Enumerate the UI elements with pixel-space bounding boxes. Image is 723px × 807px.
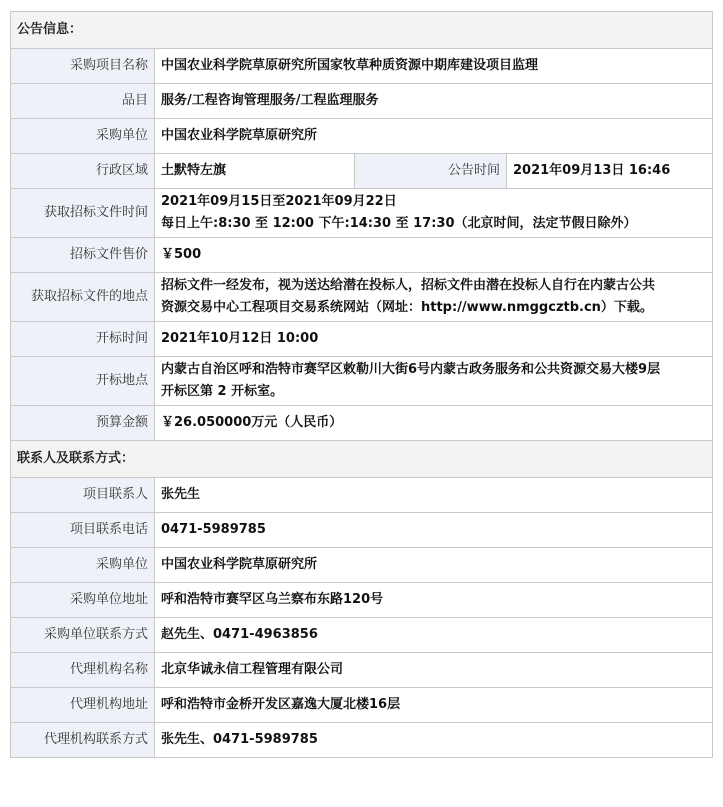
announcement-table bbox=[10, 11, 713, 758]
project-name-label: 采购项目名称 bbox=[11, 49, 155, 84]
table-row bbox=[11, 119, 713, 154]
table-row bbox=[11, 189, 713, 238]
doc-price-value: ￥500 bbox=[155, 238, 713, 273]
open-place-label: 开标地点 bbox=[11, 357, 155, 406]
announce-time-value: 2021年09月13日 16:46 bbox=[507, 154, 713, 189]
doc-location-line-1: 招标文件一经发布，视为送达给潜在投标人，招标文件由潜在投标人自行在内蒙古公共 bbox=[161, 278, 656, 293]
project-name-value: 中国农业科学院草原研究所国家牧草种质资源中期库建设项目监理 bbox=[155, 49, 713, 84]
section-title-announcement: 公告信息： bbox=[11, 12, 713, 49]
table-row bbox=[11, 154, 713, 189]
project-phone-value: 0471-5989785 bbox=[155, 513, 713, 548]
table-row bbox=[11, 548, 713, 583]
doc-period-line-1: 2021年09月15日至2021年09月22日 bbox=[161, 194, 397, 209]
purchaser-contact-value: 赵先生、0471-4963856 bbox=[155, 618, 713, 653]
table-row bbox=[11, 238, 713, 273]
agency-address-value: 呼和浩特市金桥开发区嘉逸大厦北楼16层 bbox=[155, 688, 713, 723]
doc-location-label: 获取招标文件的地点 bbox=[11, 273, 155, 322]
budget-label: 预算金额 bbox=[11, 406, 155, 441]
table-row bbox=[11, 406, 713, 441]
category-value: 服务/工程咨询管理服务/工程监理服务 bbox=[155, 84, 713, 119]
category-label: 品目 bbox=[11, 84, 155, 119]
purchaser-value: 中国农业科学院草原研究所 bbox=[155, 119, 713, 154]
region-value: 土默特左旗 bbox=[155, 154, 355, 189]
open-time-label: 开标时间 bbox=[11, 322, 155, 357]
purchaser-address-label: 采购单位地址 bbox=[11, 583, 155, 618]
doc-price-label: 招标文件售价 bbox=[11, 238, 155, 273]
region-label: 行政区域 bbox=[11, 154, 155, 189]
agency-address-label: 代理机构地址 bbox=[11, 688, 155, 723]
doc-period-line-2: 每日上午:8:30 至 12:00 下午:14:30 至 17:30（北京时间，法定节假日除外） bbox=[161, 216, 637, 231]
section-title-contacts: 联系人及联系方式： bbox=[11, 441, 713, 478]
purchaser-address-value: 呼和浩特市赛罕区乌兰察布东路120号 bbox=[155, 583, 713, 618]
section-header-announcement bbox=[11, 12, 713, 49]
table-row bbox=[11, 84, 713, 119]
table-row bbox=[11, 653, 713, 688]
doc-period-value bbox=[155, 189, 713, 238]
table-row bbox=[11, 513, 713, 548]
doc-location-line-2: 资源交易中心工程项目交易系统网站（网址：http://www.nmggcztb.cn）下载。 bbox=[161, 300, 653, 315]
open-time-value: 2021年10月12日 10:00 bbox=[155, 322, 713, 357]
agency-name-value: 北京华诚永信工程管理有限公司 bbox=[155, 653, 713, 688]
table-row bbox=[11, 723, 713, 758]
table-row bbox=[11, 583, 713, 618]
project-phone-label: 项目联系电话 bbox=[11, 513, 155, 548]
agency-contact-value: 张先生、0471-5989785 bbox=[155, 723, 713, 758]
contact-purchaser-label: 采购单位 bbox=[11, 548, 155, 583]
table-row bbox=[11, 688, 713, 723]
purchaser-label: 采购单位 bbox=[11, 119, 155, 154]
open-place-line-2: 开标区第 2 开标室。 bbox=[161, 384, 284, 399]
open-place-line-1: 内蒙古自治区呼和浩特市赛罕区敕勒川大街6号内蒙古政务服务和公共资源交易大楼9层 bbox=[161, 362, 661, 377]
doc-location-value bbox=[155, 273, 713, 322]
open-place-value bbox=[155, 357, 713, 406]
section-header-contacts bbox=[11, 441, 713, 478]
table-row bbox=[11, 49, 713, 84]
table-row bbox=[11, 273, 713, 322]
table-row bbox=[11, 357, 713, 406]
project-contact-label: 项目联系人 bbox=[11, 478, 155, 513]
contact-purchaser-value: 中国农业科学院草原研究所 bbox=[155, 548, 713, 583]
doc-period-label: 获取招标文件时间 bbox=[11, 189, 155, 238]
budget-value: ￥26.050000万元（人民币） bbox=[155, 406, 713, 441]
purchaser-contact-label: 采购单位联系方式 bbox=[11, 618, 155, 653]
agency-contact-label: 代理机构联系方式 bbox=[11, 723, 155, 758]
agency-name-label: 代理机构名称 bbox=[11, 653, 155, 688]
table-row bbox=[11, 322, 713, 357]
table-row bbox=[11, 618, 713, 653]
table-row bbox=[11, 478, 713, 513]
project-contact-value: 张先生 bbox=[155, 478, 713, 513]
announce-time-label: 公告时间 bbox=[355, 154, 507, 189]
